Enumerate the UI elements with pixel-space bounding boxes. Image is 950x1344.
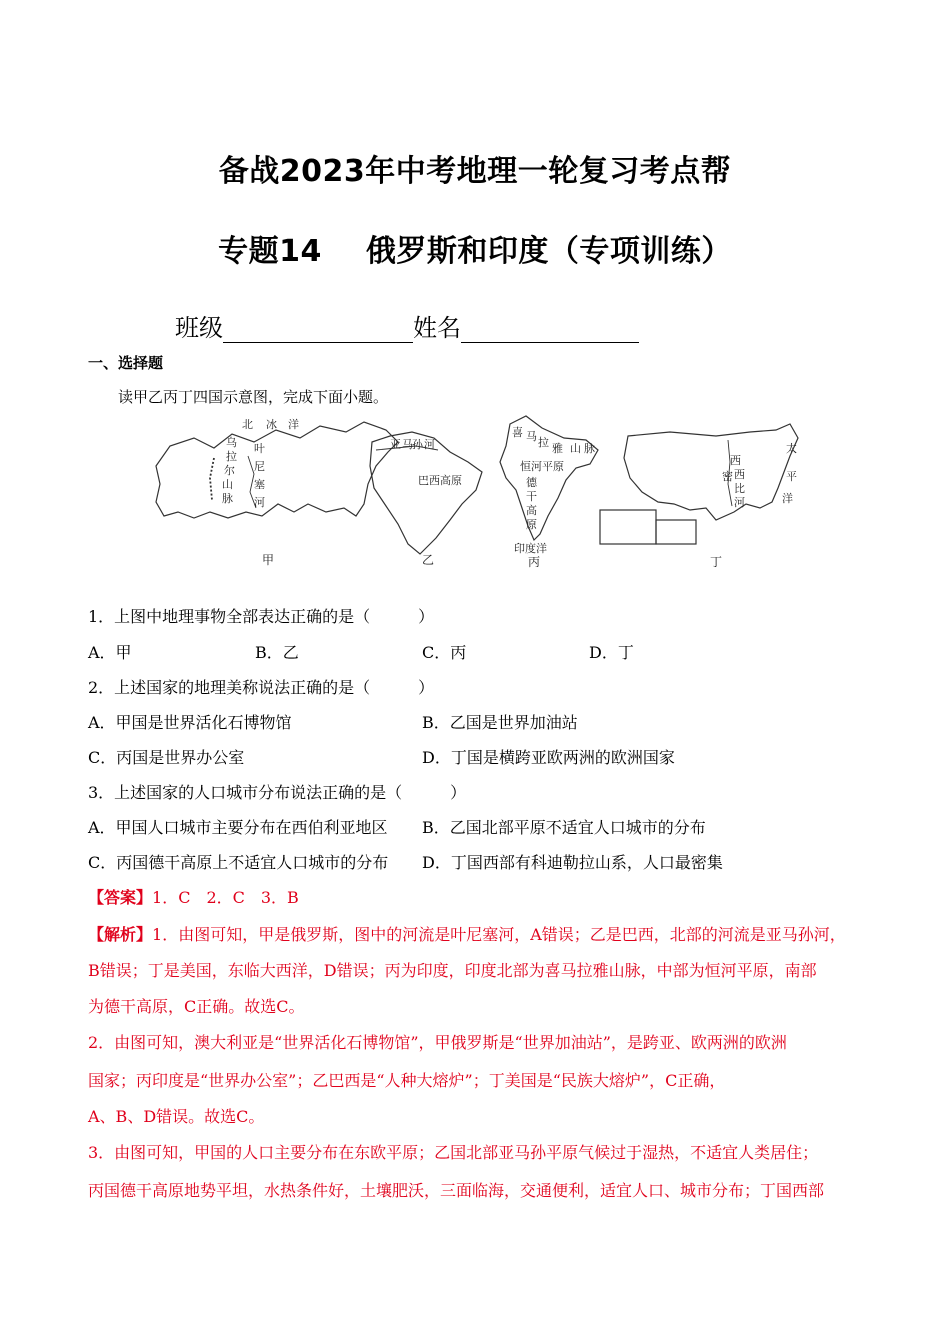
map-ding-caption: 丁 [710, 555, 723, 569]
map-bing-label-11: 印度洋 [514, 542, 547, 555]
map-jia-caption: 甲 [262, 553, 275, 567]
map-bing-label-7: 德 [526, 476, 537, 489]
map-jia-label-3: 乌 [226, 436, 237, 449]
map-jia-label-0: 北 [242, 418, 253, 431]
question-3-stem: 3．上述国家的人口城市分布说法正确的是（ ） [88, 783, 467, 802]
map-jia-label-9: 尼 [254, 460, 265, 473]
map-bing-label-1: 马 [526, 430, 537, 443]
map-ding-usa [600, 424, 798, 544]
analysis-line-8: 丙国德干高原地势平坦，水热条件好，土壤肥沃，三面临海，交通便利，适宜人口、城市分布；丁国西部 [88, 1181, 825, 1200]
analysis-line-3: 为德干高原，C正确。故选C。 [88, 997, 305, 1016]
map-bing-label-8: 干 [526, 490, 537, 503]
map-ding-label-3: 比 [734, 482, 745, 495]
analysis-line-1 [88, 922, 846, 945]
map-bing-label-10: 原 [526, 518, 537, 531]
map-bing-label-6: 恒河平原 [520, 460, 564, 473]
map-jia-label-7: 脉 [222, 492, 233, 505]
answer-label: 【答案】 [88, 888, 153, 907]
page-subtitle [0, 226, 950, 270]
subtitle-topic-name: 俄罗斯和印度（专项训练） [365, 234, 732, 269]
name-blank[interactable] [461, 316, 639, 343]
question-2-option-b[interactable]: B．乙国是世界加油站 [422, 713, 578, 732]
map-jia-label-1: 冰 [266, 418, 277, 431]
map-jia-label-2: 洋 [288, 418, 299, 431]
question-1-option-b[interactable]: B．乙 [255, 643, 299, 662]
question-3-option-a[interactable]: A．甲国人口城市主要分布在西伯利亚地区 [88, 818, 388, 837]
map-bing-caption: 丙 [528, 555, 541, 569]
question-3-option-d[interactable]: D．丁国西部有科迪勒拉山系，人口最密集 [422, 853, 723, 872]
map-jia-russia [156, 422, 398, 518]
question-2-option-a[interactable]: A．甲国是世界活化石博物馆 [88, 713, 292, 732]
analysis-line-6: A、B、D错误。故选C。 [88, 1107, 265, 1126]
answer-line [88, 885, 299, 908]
map-ding-label-4: 河 [734, 496, 745, 509]
class-label: 班级 [175, 314, 223, 342]
map-yi-label-1: 马 [402, 438, 413, 451]
map-bing-label-3: 雅 [552, 442, 563, 455]
question-2-option-c[interactable]: C．丙国是世界办公室 [88, 748, 245, 767]
answer-text: 1．C 2．C 3．B [152, 888, 299, 907]
map-ding-label-0: 密 [722, 470, 733, 483]
map-yi-caption: 乙 [422, 553, 435, 567]
map-ding-label-5: 太 [786, 442, 797, 455]
map-jia-label-11: 河 [254, 496, 265, 509]
analysis-line-7: 3．由图可知，甲国的人口主要分布在东欧平原；乙国北部亚马孙平原气候过于湿热，不适宜人类居住； [88, 1143, 819, 1162]
question-1-option-c[interactable]: C．丙 [422, 643, 467, 662]
map-bing-label-5: 脉 [584, 442, 595, 455]
map-yi-label-0: 亚 [390, 438, 401, 451]
map-jia-label-8: 叶 [254, 442, 265, 455]
question-2-stem: 2．上述国家的地理美称说法正确的是（ ） [88, 678, 435, 697]
map-bing-label-0: 喜 [512, 426, 523, 439]
analysis-line-4: 2．由图可知，澳大利亚是“世界活化石博物馆”，甲俄罗斯是“世界加油站”，是跨亚、欧两洲的欧洲 [88, 1033, 787, 1052]
question-1-option-a[interactable]: A．甲 [88, 643, 132, 662]
map-yi-label-3: 河 [424, 438, 435, 451]
class-name-line [175, 308, 639, 343]
map-yi-label-2: 孙 [412, 438, 423, 451]
analysis-line-5: 国家；丙印度是“世界办公室”；乙巴西是“人种大熔炉”；丁美国是“民族大熔炉”，C正确， [88, 1071, 726, 1090]
page-title: 备战2023年中考地理一轮复习考点帮 [218, 154, 732, 189]
four-country-map-figure [150, 408, 810, 578]
question-3-option-b[interactable]: B．乙国北部平原不适宜人口城市的分布 [422, 818, 706, 837]
question-1-option-d[interactable]: D．丁 [589, 643, 634, 662]
class-blank[interactable] [223, 316, 413, 343]
map-ding-label-6: 平 [786, 470, 797, 483]
map-ding-label-2: 西 [734, 468, 745, 481]
map-jia-label-10: 塞 [254, 478, 265, 491]
map-jia-label-4: 拉 [226, 450, 237, 463]
map-yi-label-4: 巴西高原 [418, 474, 462, 487]
analysis-label: 【解析】 [88, 925, 153, 944]
analysis-text-1: 1．由图可知，甲是俄罗斯，图中的河流是叶尼塞河，A错误；乙是巴西，北部的河流是亚马孙河， [152, 925, 846, 944]
question-intro: 读甲乙丙丁四国示意图，完成下面小题。 [118, 388, 389, 406]
analysis-line-2: B错误；丁是美国，东临大西洋，D错误；丙为印度，印度北部为喜马拉雅山脉，中部为恒河平原，南部 [88, 961, 817, 980]
question-1-stem: 1．上图中地理事物全部表达正确的是（ ） [88, 607, 435, 626]
question-2-option-d[interactable]: D．丁国是横跨亚欧两洲的欧洲国家 [422, 748, 675, 767]
map-jia-label-6: 山 [222, 478, 233, 491]
map-bing-label-4: 山 [570, 442, 581, 455]
map-ding-label-1: 西 [730, 454, 741, 467]
name-label: 姓名 [413, 314, 461, 342]
subtitle-topic-number: 专题14 [218, 234, 322, 269]
map-ding-label-7: 洋 [782, 492, 793, 505]
map-bing-label-9: 高 [526, 504, 537, 517]
map-bing-label-2: 拉 [538, 436, 549, 449]
section-heading: 一、选择题 [88, 354, 164, 372]
question-3-option-c[interactable]: C．丙国德干高原上不适宜人口城市的分布 [88, 853, 389, 872]
map-jia-label-5: 尔 [224, 464, 235, 477]
